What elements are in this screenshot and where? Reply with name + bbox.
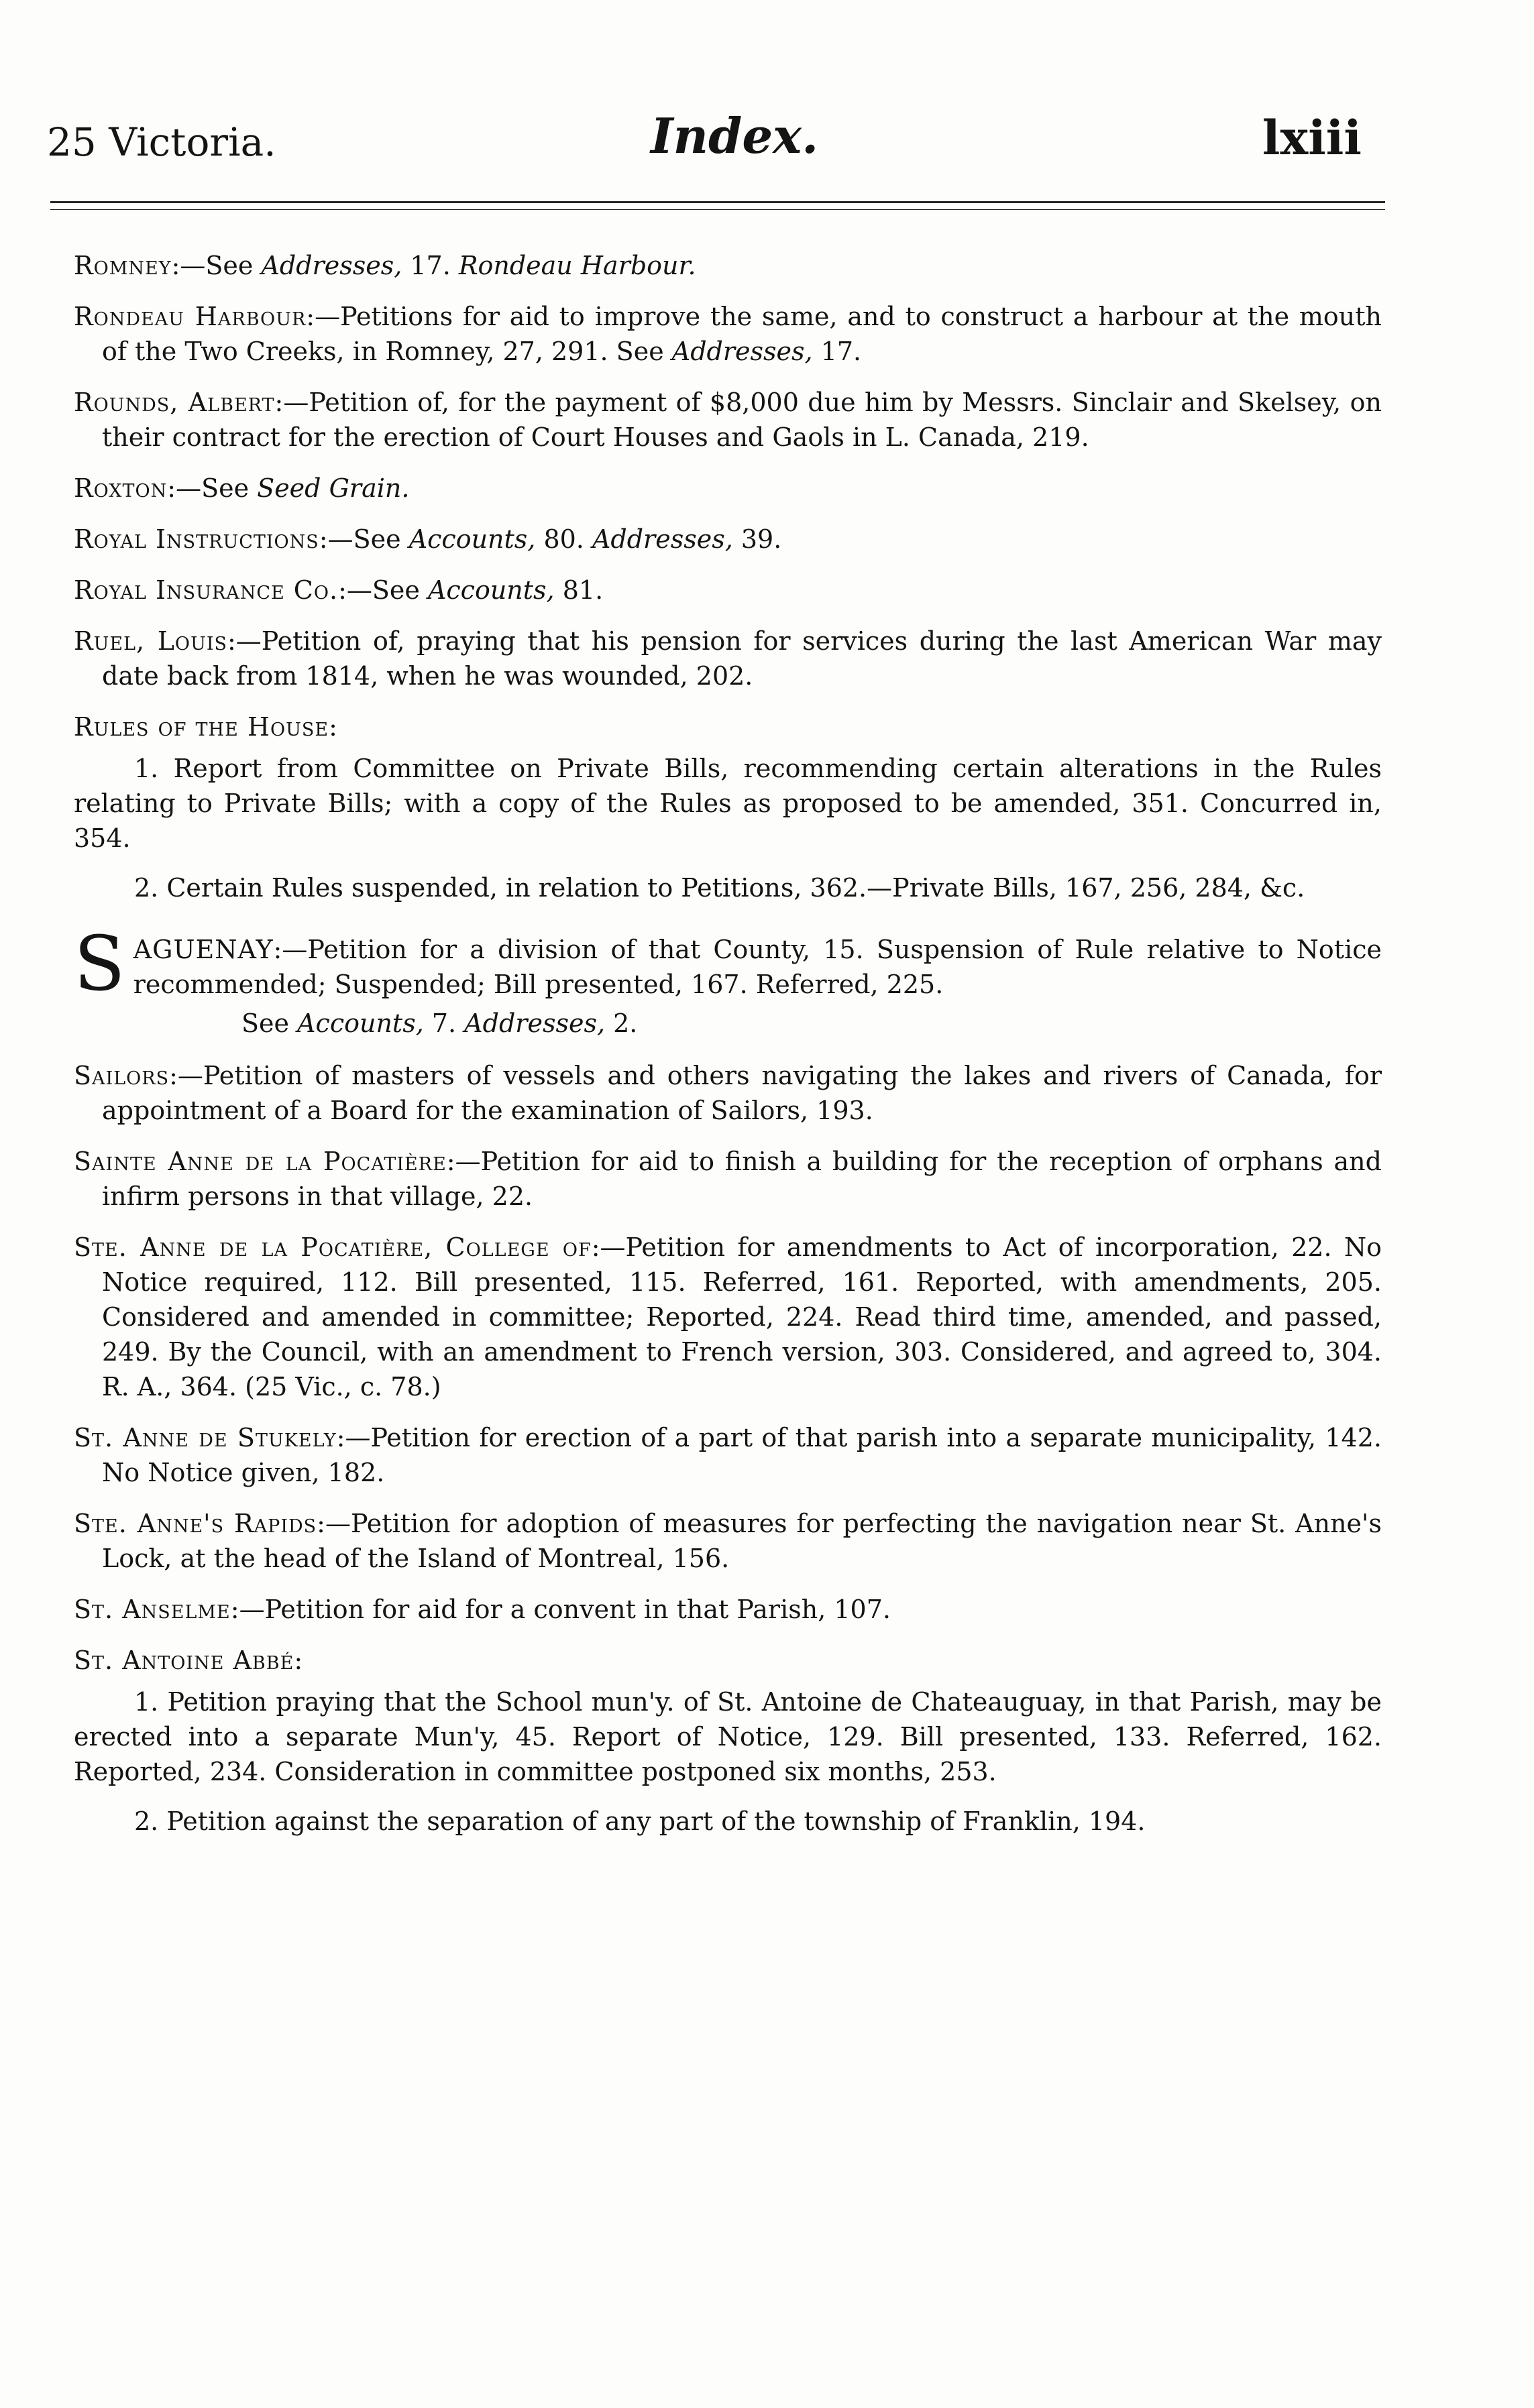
entry-text: 81. [554,575,604,605]
rules-subentry-2: 2. Certain Rules suspended, in relation to Petitions, 362.—Private Bills, 167, 256, 284, &c. [134,873,1305,903]
entry-text: :—See [338,575,428,605]
entry-ste-annes-rapids [74,1506,1382,1576]
entry-saguenay [74,932,1382,1002]
entry-rounds-albert [74,385,1382,455]
index-content [74,248,1382,1853]
entry-ref: Addresses, [671,337,813,366]
entry-ref: Addresses, [592,524,733,554]
entry-ref: Seed Grain. [257,473,410,503]
entry-text: 2. [605,1009,638,1038]
entry-text: :—Petitions for aid to improve the same, and to construct a harbour at the mouth of the Two Creeks, in Romney, 27, 291. See [102,302,1382,366]
entry-heading: Ste. Anne's Rapids [74,1509,317,1538]
entry-heading: Rondeau Harbour [74,302,307,331]
entry-st-antoine-abbe [74,1643,1382,1678]
header-title: Index. [651,107,819,164]
entry-rondeau-harbour [74,299,1382,369]
entry-royal-insurance [74,573,1382,608]
entry-text: 80. [535,524,592,554]
entry-rules-of-the-house [74,709,1382,744]
entry-text: : [294,1646,303,1675]
entry-ref: Addresses, [464,1009,606,1038]
page-header [47,101,1362,174]
entry-heading: Royal Instructions [74,524,319,554]
st-antoine-subentry-2: 2. Petition against the separation of any part of the township of Franklin, 194. [134,1807,1146,1836]
saguenay-see-also [74,1006,1382,1041]
entry-royal-instructions [74,522,1382,557]
entry-text: :—Petition for erection of a part of that parish into a separate municipality, 142. No Notice given, 182. [102,1423,1382,1487]
entry-heading: AGUENAY [133,935,274,964]
entry-heading: Romney [74,251,172,280]
entry-st-anselme [74,1592,1382,1627]
header-page-number: lxiii [1262,110,1362,166]
entry-heading: St. Anne de Stukely [74,1423,337,1452]
entry-text: 17. [402,251,459,280]
entry-text: :—Petition for aid to finish a building for the reception of orphans and infirm persons in that village, 22. [102,1147,1382,1211]
entry-text: :—See [171,251,262,280]
entry-heading: Ruel, Louis [74,626,227,656]
entry-text: : [329,712,337,742]
entry-text: :—Petition of, for the payment of $8,000 due him by Messrs. Sinclair and Skelsey, on their contract for the erection of Court Houses and Gaols in L. Canada, 219. [102,388,1382,452]
header-session: 25 Victoria. [47,119,276,165]
entry-ruel-louis [74,624,1382,693]
entry-text: See [241,1009,298,1038]
entry-heading: St. Antoine Abbé [74,1646,294,1675]
entry-text: :—Petition of, praying that his pension for services during the last American War may date back from 1814, when he was wounded, 202. [102,626,1382,691]
entry-heading: Royal Insurance Co. [74,575,339,605]
entry-text: :—Petition for aid for a convent in that Parish, 107. [230,1595,891,1624]
entry-heading: Rounds, Albert [74,388,275,417]
rules-subentry-1: 1. Report from Committee on Private Bills, recommending certain alterations in the Rules relating to Private Bills; with a copy of the Rules as proposed to be amended, 351. Concurred in, 354. [74,754,1382,853]
entry-roxton [74,471,1382,506]
entry-ref: Accounts, [427,575,555,605]
entry-sailors [74,1058,1382,1128]
entry-text: 17. [812,337,862,366]
section-initial-letter: S [74,932,125,1002]
entry-heading: Sailors [74,1061,170,1090]
entry-ste-anne-college [74,1230,1382,1404]
entry-romney [74,248,1382,283]
entry-text: :—Petition of masters of vessels and others navigating the lakes and rivers of Canada, for appointment of a Board for the examination of Sailors, 193. [102,1061,1382,1125]
entry-text: :—Petition for adoption of measures for perfecting the navigation near St. Anne's Lock, at the head of the Island of Montreal, 156. [102,1509,1382,1573]
entry-text: :—Petition for amendments to Act of incorporation, 22. No Notice required, 112. Bill presented, 115. Referred, 161. Reported, with amendments, 205. Considered and amended in committee; Reported, 224. Read third time, amended, and passed, 249. By the Council, with an amendment to French version, 303. Considered, and agreed to, 304. R. A., 364. (25 Vic., c. 78.) [102,1232,1382,1401]
header-rule-thick [50,201,1385,203]
entry-ref: Rondeau Harbour. [458,251,696,280]
entry-ref: Accounts, [297,1009,424,1038]
entry-st-anne-de-stukely [74,1420,1382,1490]
entry-heading: Roxton [74,473,168,503]
entry-text: :—Petition for a division of that County, 15. Suspension of Rule relative to Notice recommended; Suspended; Bill presented, 167. Referred, 225. [133,935,1382,999]
entry-heading: Sainte Anne de la Pocatière [74,1147,447,1176]
entry-sainte-anne-de-la-pocatiere [74,1144,1382,1214]
entry-text: :—See [167,473,258,503]
entry-heading: Rules of the House [74,712,329,742]
entry-text: 7. [423,1009,465,1038]
header-rule-thin [50,209,1385,210]
entry-heading: St. Anselme [74,1595,231,1624]
entry-ref: Accounts, [408,524,536,554]
st-antoine-subentry-1: 1. Petition praying that the School mun'y. of St. Antoine de Chateauguay, in that Parish, may be erected into a separate Mun'y, 45. Report of Notice, 129. Bill presented, 133. Referred, 162. Reported, 234. Consideration in committee postponed six months, 253. [74,1687,1382,1786]
entry-text: 39. [732,524,782,554]
entry-text: :—See [319,524,409,554]
entry-heading: Ste. Anne de la Pocatière, College of [74,1232,592,1262]
entry-ref: Addresses, [261,251,402,280]
